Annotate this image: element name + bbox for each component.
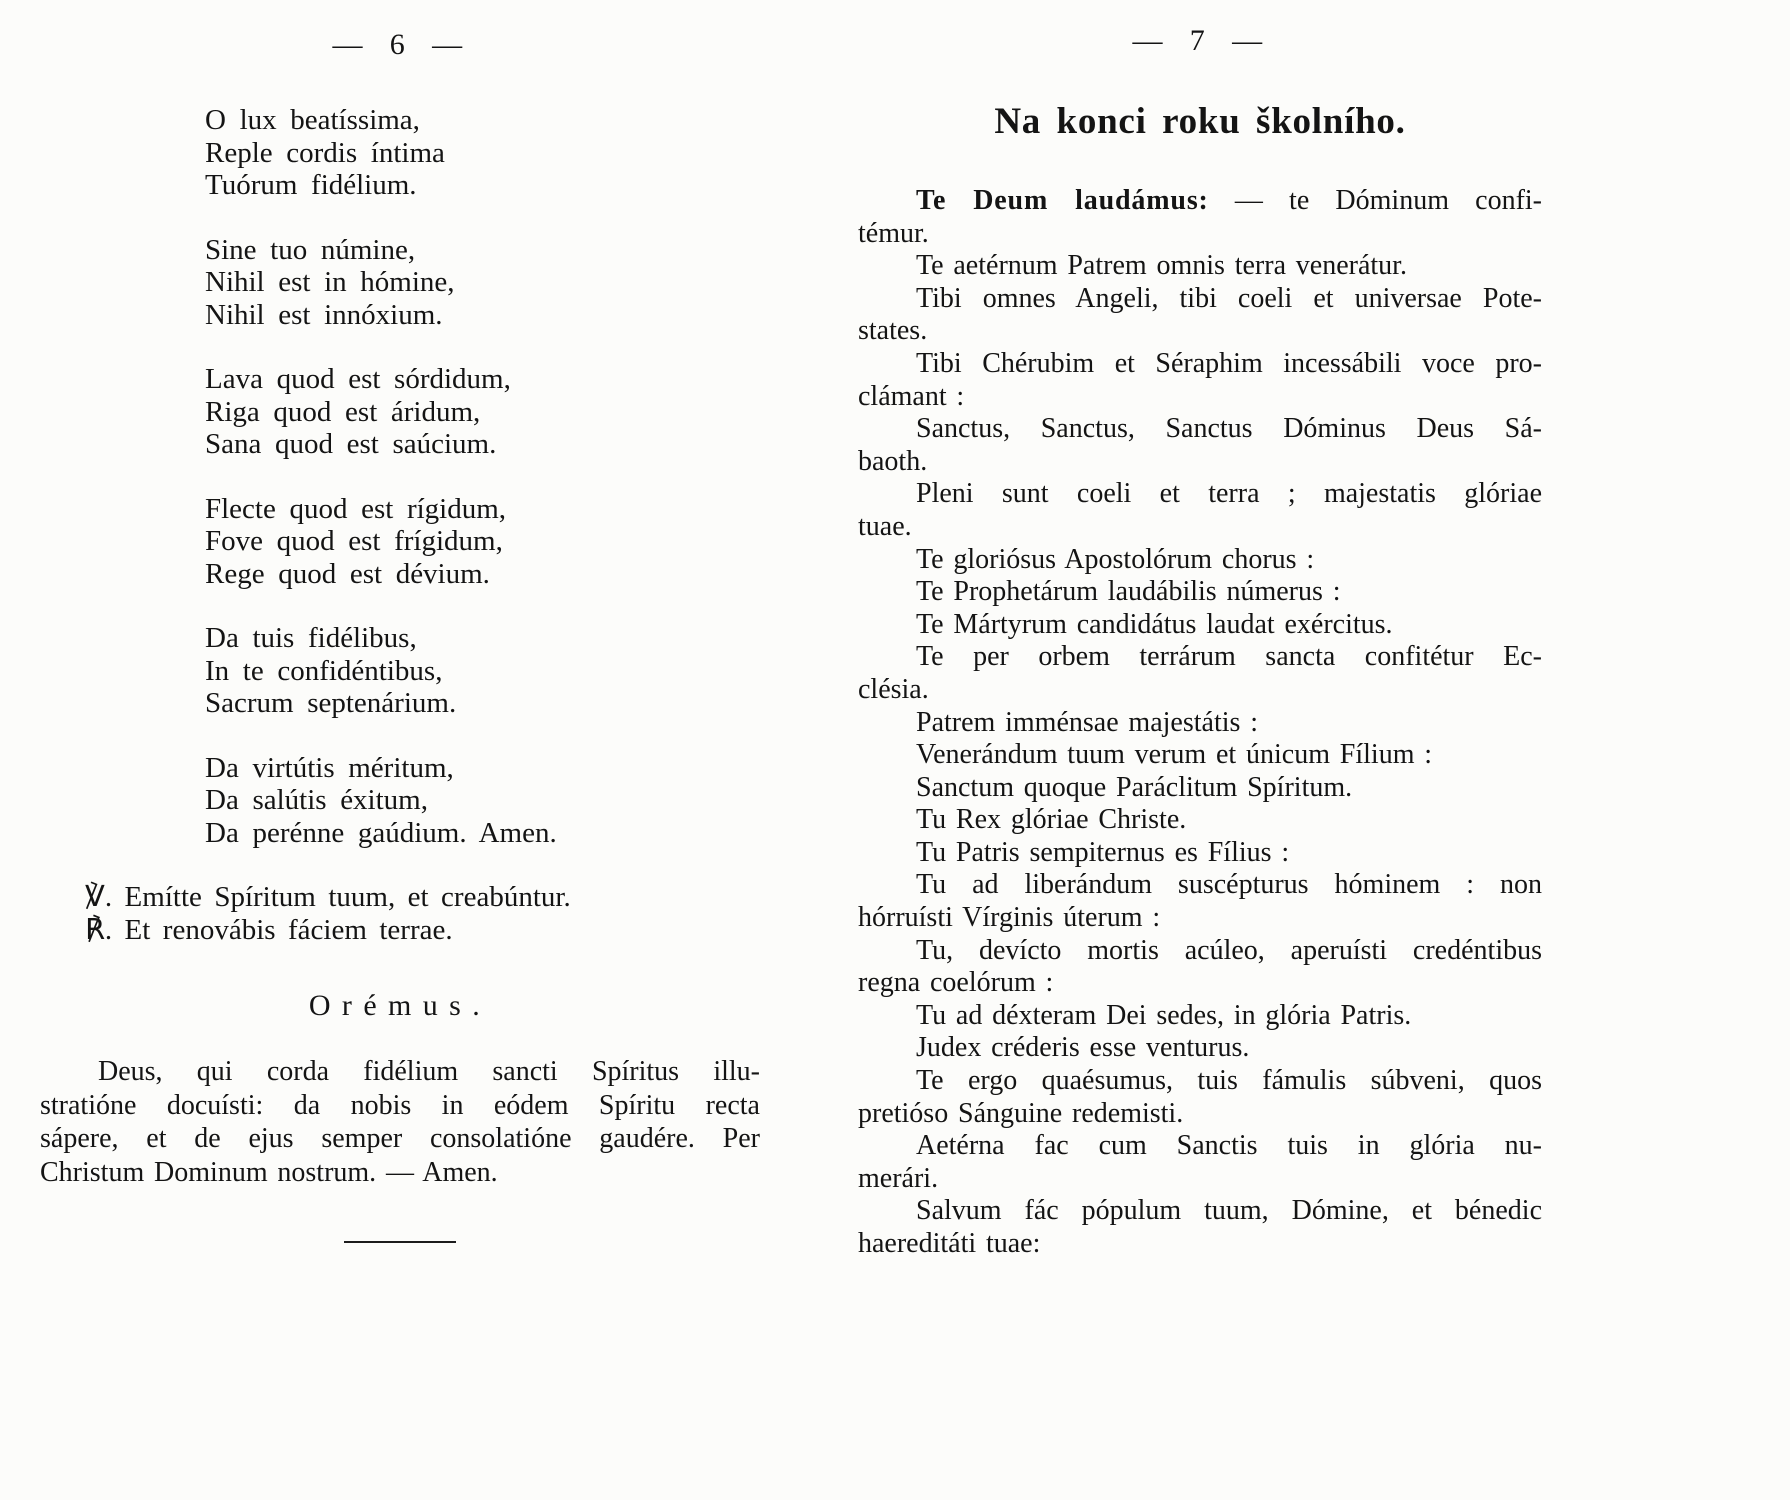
text-line: Aetérna fac cum Sanctis tuis in glória nu- <box>916 1130 1542 1162</box>
stanza-line: Sacrum septenárium. <box>205 687 457 719</box>
prayer-paragraph <box>40 1055 760 1189</box>
paragraph <box>858 576 1542 609</box>
stanza-line: Tuórum fidélium. <box>205 169 417 201</box>
paragraph <box>858 935 1542 1000</box>
paragraph <box>858 837 1542 870</box>
paragraph <box>858 609 1542 642</box>
text-line: Te Deum laudámus: — te Dóminum confi- <box>916 185 1543 216</box>
paragraph <box>858 185 1542 250</box>
stanza-line: Da tuis fidélibus, <box>205 622 417 654</box>
text-line: Patrem imménsae majestátis : <box>916 706 1258 738</box>
response-line: ℟. Et renovábis fáciem terrae. <box>85 914 453 946</box>
stanza-line: Rege quod est dévium. <box>205 557 490 590</box>
text-line: Judex créderis esse venturus. <box>916 1032 1250 1064</box>
text-line: clésia. <box>858 673 929 705</box>
stanza <box>205 752 760 850</box>
text-line: Te Mártyrum candidátus laudat exércitus. <box>916 608 1393 640</box>
page-number-left: — 6 — <box>332 28 468 61</box>
paragraph <box>858 1032 1542 1065</box>
text-line: regna coelórum : <box>858 967 1054 999</box>
stanza-line: Da salútis éxitum, <box>205 784 428 816</box>
text-line: stratióne docuísti: da nobis in eódem Spíritu recta <box>40 1089 760 1121</box>
stanza-line: Reple cordis íntima <box>205 136 445 169</box>
page-left <box>40 28 760 1243</box>
te-deum-text <box>858 185 1542 1261</box>
stanza-line: Sine tuo númine, <box>205 233 416 266</box>
text-line: pretióso Sánguine redemisti. <box>858 1097 1184 1129</box>
bold-incipit: Te Deum laudámus: <box>916 185 1209 216</box>
text-line: states. <box>858 315 928 347</box>
stanza-line: Sana quod est saúcium. <box>205 428 497 460</box>
paragraph <box>858 1195 1542 1260</box>
paragraph <box>858 478 1542 543</box>
text-line: Tu Patris sempiternus es Fílius : <box>916 836 1290 868</box>
text-line: Deus, qui corda fidélium sancti Spíritus illu- <box>98 1056 760 1087</box>
hymn-stanzas <box>205 104 760 849</box>
text-line: témur. <box>858 217 929 249</box>
paragraph <box>858 413 1542 478</box>
paragraph <box>858 707 1542 740</box>
stanza-line: Flecte quod est rígidum, <box>205 492 507 525</box>
text-line: Salvum fác pópulum tuum, Dómine, et bénedic <box>916 1195 1542 1227</box>
stanza <box>205 234 760 332</box>
text-line: Tibi omnes Angeli, tibi coeli et universae Pote- <box>916 282 1542 314</box>
stanza-line: Lava quod est sórdidum, <box>205 363 511 395</box>
paragraph <box>858 804 1542 837</box>
stanza-line: Nihil est innóxium. <box>205 298 443 331</box>
paragraph <box>858 250 1542 283</box>
text-line: haereditáti tuae: <box>858 1228 1041 1259</box>
text-line: Tu ad liberándum suscépturus hóminem : non <box>916 869 1542 901</box>
versicle-line: ℣. Emítte Spíritum tuum, et creabúntur. <box>85 881 571 913</box>
text-line: Tu, devícto mortis acúleo, aperuísti credéntibus <box>916 934 1542 966</box>
paragraph <box>858 1065 1542 1130</box>
text-line: Venerándum tuum verum et únicum Fílium : <box>916 739 1433 771</box>
text-line: Tu ad déxteram Dei sedes, in glória Patris. <box>916 999 1412 1031</box>
page-number-right: — 7 — <box>1132 24 1268 57</box>
text-line: hórruísti Vírginis úterum : <box>858 902 1161 934</box>
paragraph <box>858 1130 1542 1195</box>
text-line: Pleni sunt coeli et terra ; majestatis glóriae <box>916 478 1542 510</box>
text-line: Te per orbem terrárum sancta confitétur Ec- <box>916 641 1542 673</box>
versicle-response <box>85 881 760 947</box>
paragraph <box>858 1000 1542 1033</box>
stanza <box>205 104 760 202</box>
oremus-heading: Orémus. <box>308 989 492 1022</box>
stanza <box>205 363 760 461</box>
stanza-line: O lux beatíssima, <box>205 104 420 136</box>
text-line: Tibi Chérubim et Séraphim incessábili voce pro- <box>916 347 1542 379</box>
paragraph <box>858 348 1542 413</box>
paragraph <box>858 869 1542 934</box>
text-line: baoth. <box>858 445 928 477</box>
text-line: Sanctus, Sanctus, Sanctus Dóminus Deus Sá- <box>916 413 1542 445</box>
paragraph <box>858 544 1542 577</box>
paragraph <box>858 283 1542 348</box>
stanza-line: Da virtútis méritum, <box>205 751 454 784</box>
section-heading: Na konci roku školního. <box>994 101 1406 142</box>
text-line: Te gloriósus Apostolórum chorus : <box>916 543 1315 575</box>
end-rule <box>344 1241 456 1243</box>
stanza <box>205 622 760 720</box>
text-line: clámant : <box>858 380 965 412</box>
paragraph <box>858 641 1542 706</box>
paragraph <box>858 772 1542 805</box>
stanza-line: Da perénne gaúdium. Amen. <box>205 816 557 849</box>
stanza-line: In te confidéntibus, <box>205 654 443 687</box>
stanza-line: Riga quod est áridum, <box>205 395 481 428</box>
text-line: Te Prophetárum laudábilis númerus : <box>916 576 1341 608</box>
paragraph <box>858 739 1542 772</box>
page-right <box>858 24 1542 1261</box>
text-line: sápere, et de ejus semper consolatióne gaudére. Per <box>40 1123 760 1154</box>
stanza <box>205 493 760 591</box>
text-line: Christum Dominum nostrum. — Amen. <box>40 1156 498 1188</box>
stanza-line: Nihil est in hómine, <box>205 266 455 298</box>
text-line: Sanctum quoque Paráclitum Spíritum. <box>916 771 1353 803</box>
text-line: merári. <box>858 1162 939 1194</box>
text-line: Tu Rex glóriae Christe. <box>916 804 1187 836</box>
text-line: Te ergo quaésumus, tuis fámulis súbveni, quos <box>916 1065 1542 1097</box>
text-line: tuae. <box>858 510 912 542</box>
stanza-line: Fove quod est frígidum, <box>205 525 503 557</box>
text-line: Te aetérnum Patrem omnis terra venerátur. <box>916 250 1407 282</box>
